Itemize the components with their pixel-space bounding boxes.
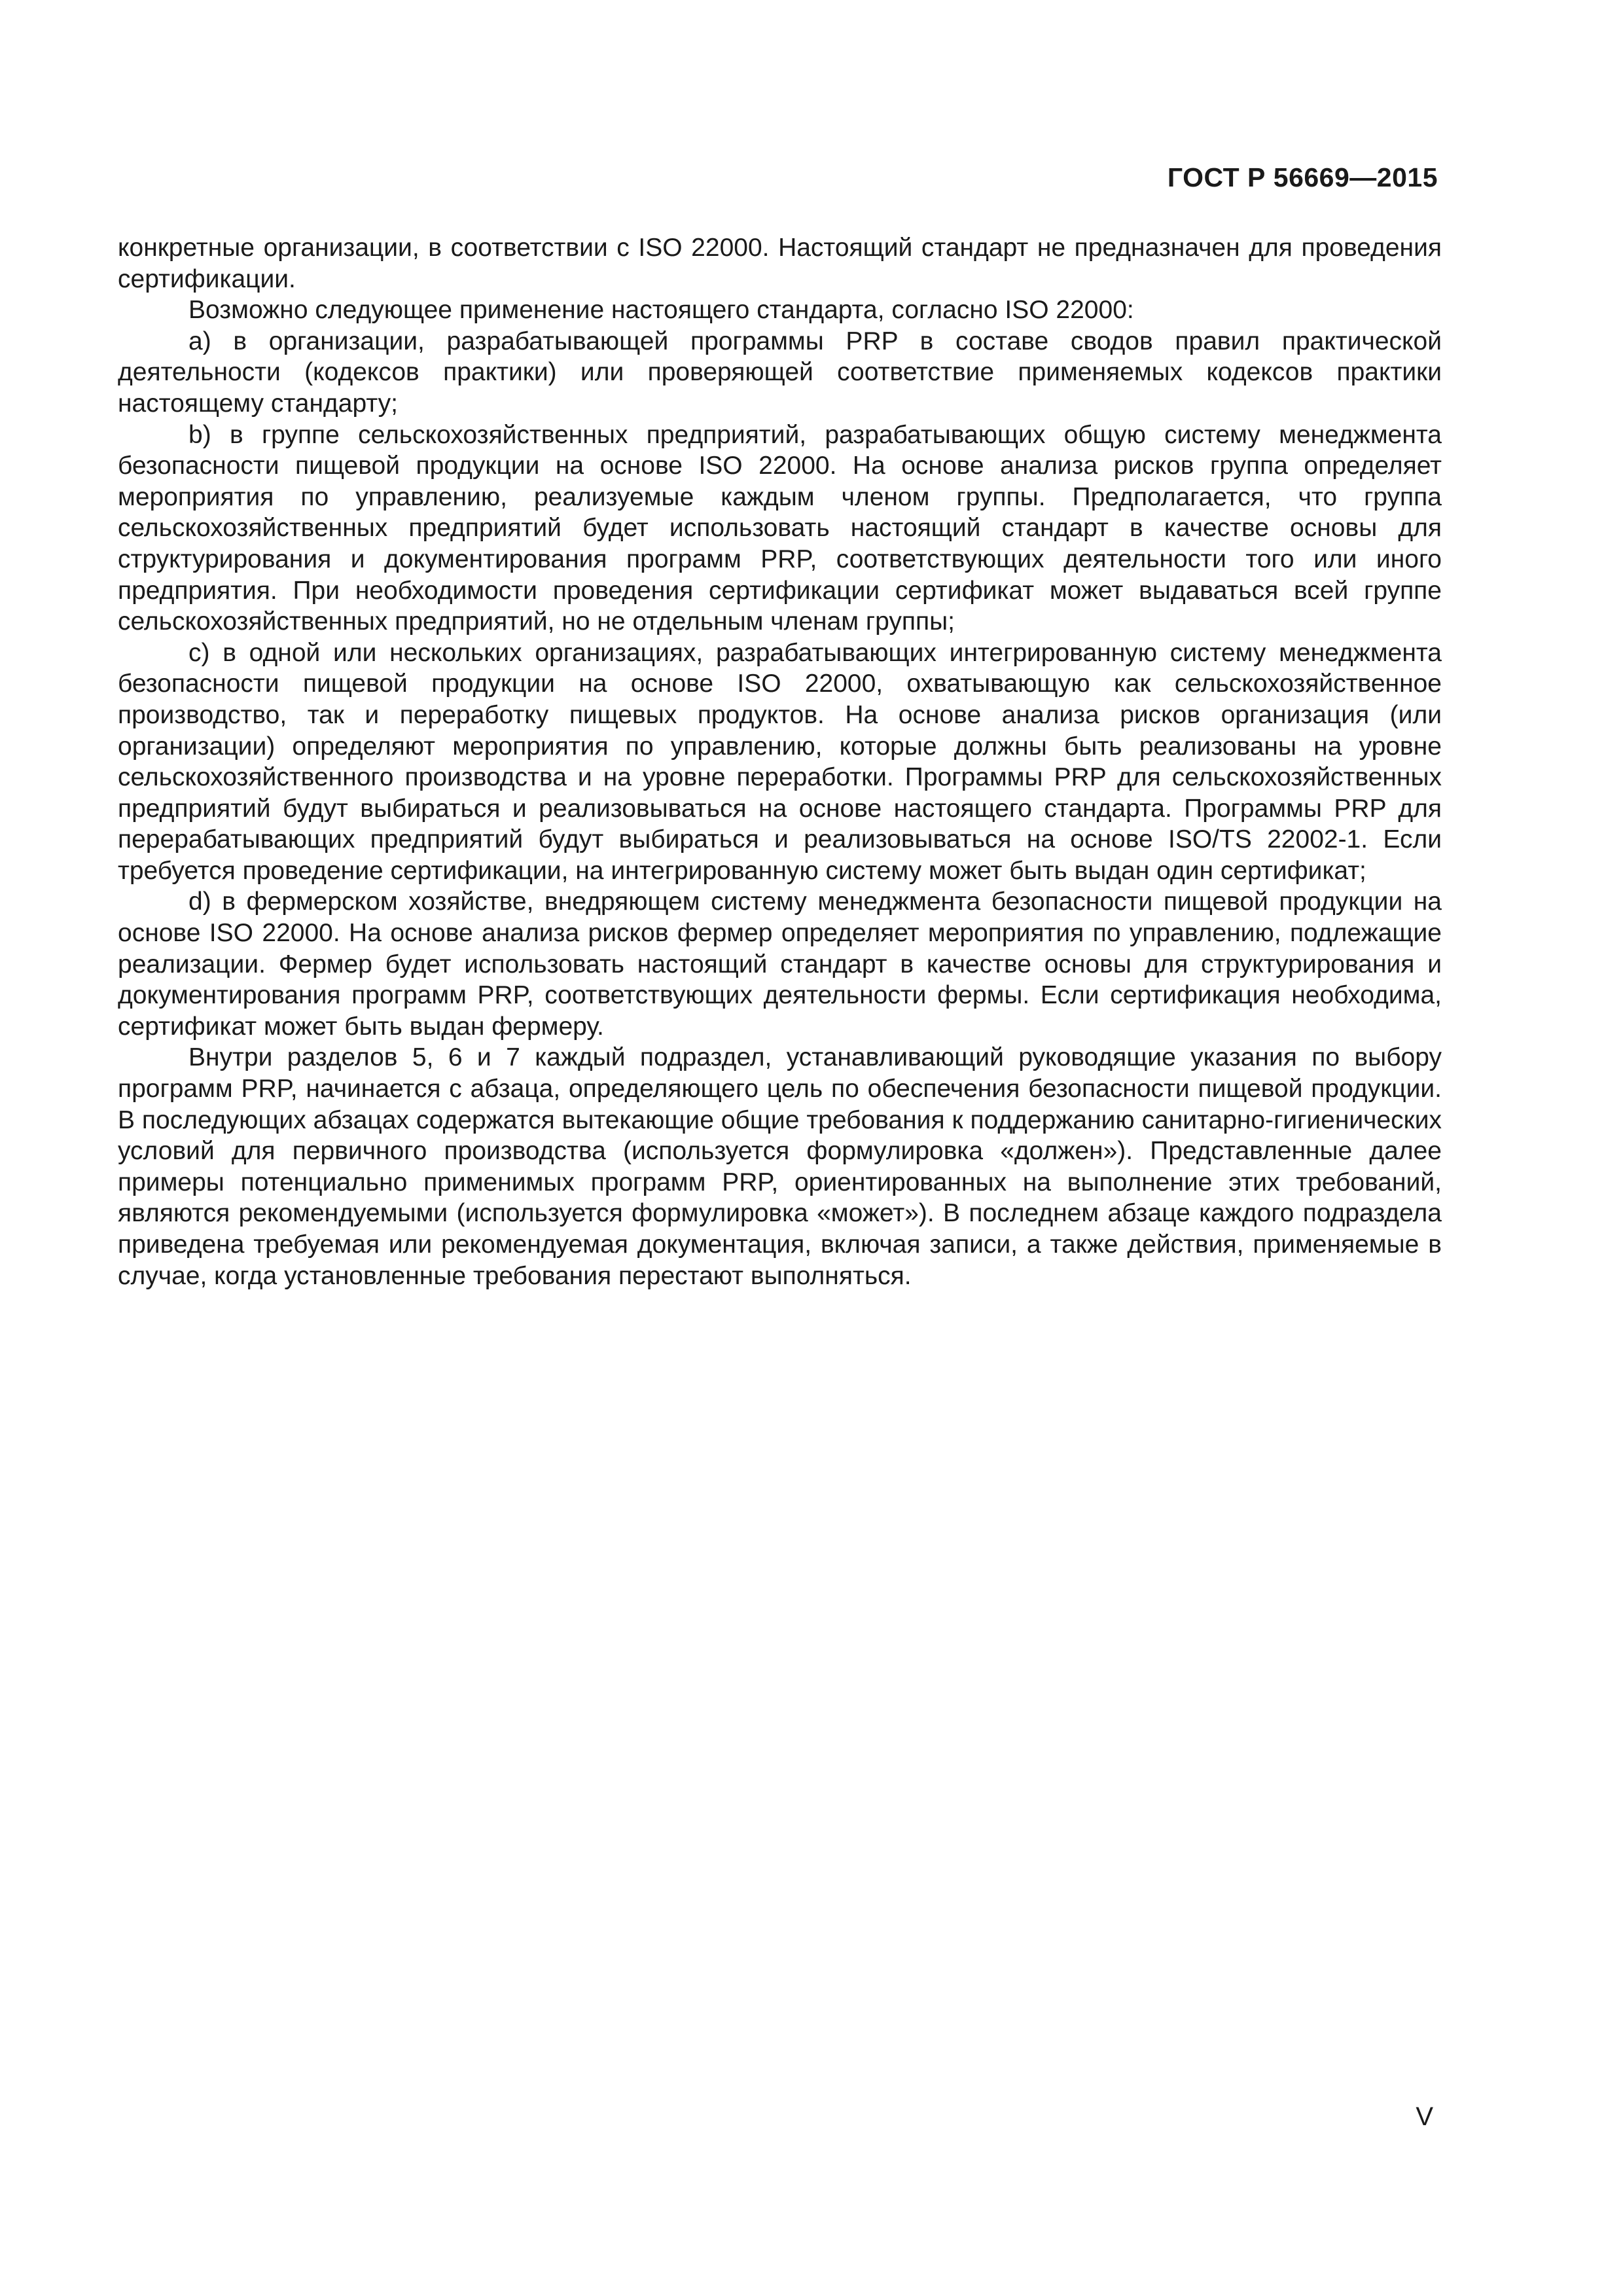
paragraph-sections-structure: Внутри разделов 5, 6 и 7 каждый подраздел, устанавливающий руководящие указания по выбору программ PRP, начинается с абзаца, определяющего цель по обеспечения безопасности пищевой продукции. В последующих абзацах содержатся вытекающие общие требования к поддержанию санитарно-гигиенических условий для первичного производства (используется формулировка «должен»). Представленные далее примеры потенциально применимых программ PRP, ориентированных на выполнение этих требований, являются рекомендуемыми (используется формулировка «может»). В последнем абзаце каждого подраздела приведена требуемая или рекомендуемая документация, включая записи, а также действия, применяемые в случае, когда установленные требования перестают выполняться.: [118, 1043, 1442, 1290]
paragraph-item-b: b) в группе сельскохозяйственных предприятий, разрабатывающих общую систему менеджмента безопасности пищевой продукции на основе ISO 22000. На основе анализа рисков группа определяет мероприятия по управлению, реализуемые каждым членом группы. Предполагается, что группа сельскохозяйственных предприятий будет использовать настоящий стандарт в качестве основы для структурирования и документирования программ PRP, соответствующих деятельности того или иного предприятия. При необходимости проведения сертификации сертификат может выдаваться всей группе сельскохозяйственных предприятий, но не отдельным членам группы;: [118, 420, 1442, 636]
paragraph-intro-continuation: конкретные организации, в соответствии с ISO 22000. Настоящий стандарт не предназначен для проведения сертификации.: [118, 234, 1442, 293]
body-text: [118, 232, 1442, 1291]
paragraph-applications-intro: Возможно следующее применение настоящего стандарта, согласно ISO 22000:: [188, 296, 1134, 325]
page-number: V: [1416, 2102, 1433, 2131]
document-code-header: ГОСТ Р 56669—2015: [1167, 162, 1438, 192]
paragraph-item-a: a) в организации, разрабатывающей программы PRP в составе сводов правил практической деятельности (кодексов практики) или проверяющей соответствие применяемых кодексов практики настоящему стандарту;: [118, 327, 1442, 418]
paragraph-item-d: d) в фермерском хозяйстве, внедряющем систему менеджмента безопасности пищевой продукции на основе ISO 22000. На основе анализа рисков фермер определяет мероприятия по управлению, подлежащие реализации. Фермер будет использовать настоящий стандарт в качестве основы для структурирования и документирования программ PRP, соответствующих деятельности фермы. Если сертификация необходима, сертификат может быть выдан фермеру.: [118, 888, 1442, 1041]
paragraph-item-c: c) в одной или нескольких организациях, разрабатывающих интегрированную систему менеджмента безопасности пищевой продукции на основе ISO 22000, охватывающую как сельскохозяйственное производство, так и переработку пищевых продуктов. На основе анализа рисков организация (или организации) определяют мероприятия по управлению, которые должны быть реализованы на уровне сельскохозяйственного производства и на уровне переработки. Программы PRP для сельскохозяйственных предприятий будут выбираться и реализовываться на основе настоящего стандарта. Программы PRP для перерабатывающих предприятий будут выбираться и реализовываться на основе ISO/TS 22002-1. Если требуется проведение сертификации, на интегрированную систему может быть выдан один сертификат;: [118, 638, 1442, 885]
